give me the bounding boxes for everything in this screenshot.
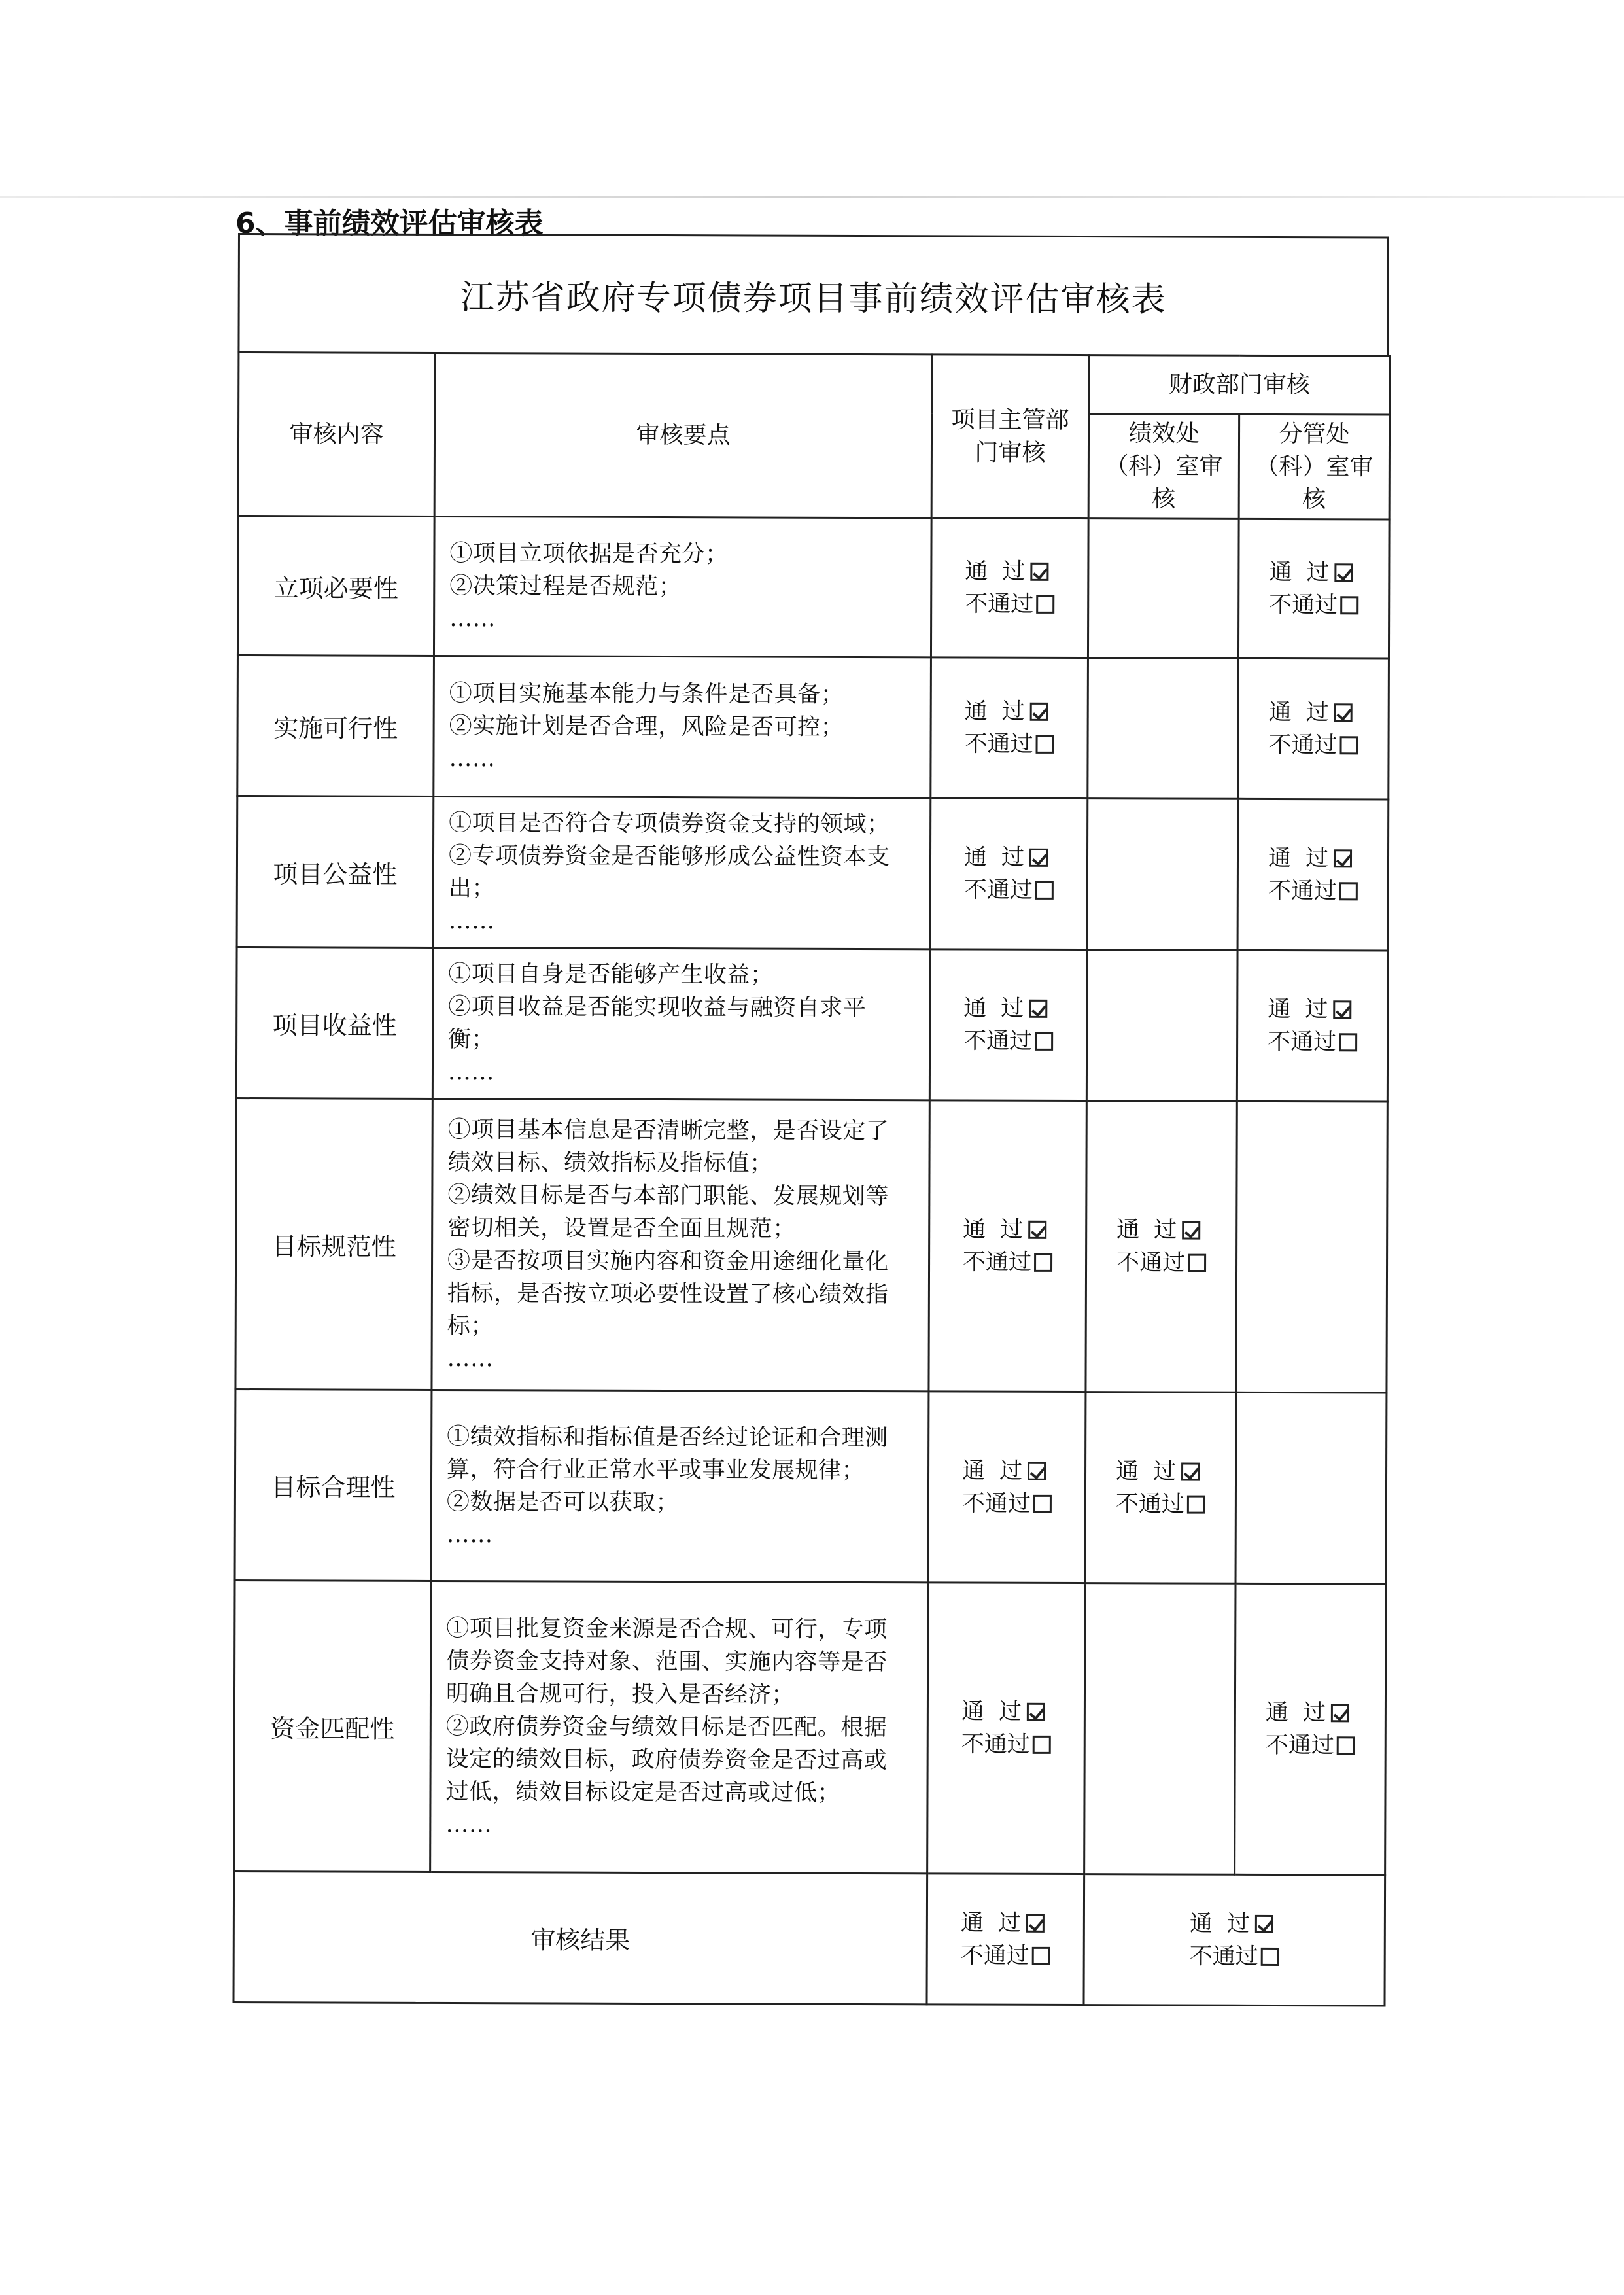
pass-checkbox[interactable] [1181, 1462, 1200, 1480]
review-point: ①项目自身是否能够产生收益； [448, 961, 774, 989]
dept-review-cell [931, 518, 1088, 658]
fail-label: 不通过 [963, 877, 1033, 903]
points-cell [432, 947, 930, 1100]
review-point: 衡； [448, 1026, 495, 1053]
table-row [236, 947, 1388, 1102]
review-point: …… [447, 1346, 494, 1373]
branch-review-cell [1235, 1392, 1387, 1584]
category-cell: 项目公益性 [237, 796, 434, 948]
review-point: ②项目收益是否能实现收益与融资自求平 [448, 994, 867, 1022]
fail-checkbox[interactable] [1033, 1736, 1051, 1754]
points-cell [433, 796, 931, 949]
pass-label: 通过 [1269, 559, 1344, 586]
review-point: 明确且合规可行，投入是否经济； [445, 1681, 795, 1708]
dept-mark [962, 1454, 1052, 1520]
header-finance-review: 财政部门审核 [1089, 355, 1390, 415]
fail-checkbox[interactable] [1340, 736, 1358, 754]
dept-mark [965, 555, 1054, 620]
pass-label: 通过 [1116, 1217, 1192, 1244]
category-cell: 目标合理性 [235, 1389, 432, 1581]
fail-label: 不通过 [964, 731, 1033, 758]
perf-mark [1116, 1455, 1205, 1520]
result-row [233, 1871, 1385, 2006]
fail-label: 不通过 [1268, 731, 1338, 759]
pass-checkbox[interactable] [1030, 703, 1048, 721]
branch-review-cell [1236, 1101, 1387, 1393]
points-cell [432, 1098, 929, 1391]
table-row [234, 1580, 1386, 1875]
review-point: ①项目批复资金来源是否合规、可行，专项 [446, 1615, 888, 1643]
branch-mark [1266, 1696, 1355, 1762]
header-branch-office: 分管处（科）室审核 [1239, 414, 1390, 519]
header-points: 审核要点 [434, 353, 932, 517]
pass-checkbox[interactable] [1030, 563, 1048, 581]
perf-review-cell [1085, 1392, 1236, 1584]
points-cell [434, 656, 931, 797]
fail-checkbox[interactable] [1340, 596, 1358, 614]
review-point: ②实施计划是否合理，风险是否可控； [449, 713, 844, 741]
review-point: 过低，绩效目标设定是否过高或过低； [445, 1779, 841, 1806]
pass-label: 通过 [1268, 845, 1343, 872]
category-cell: 项目收益性 [236, 947, 433, 1098]
fail-checkbox[interactable] [1337, 1736, 1355, 1755]
pass-label: 通过 [961, 1457, 1037, 1484]
branch-mark [1268, 993, 1357, 1059]
pass-label: 通过 [1115, 1458, 1191, 1485]
dept-review-cell [930, 798, 1088, 950]
perf-mark [1116, 1214, 1206, 1279]
fail-label: 不通过 [1265, 1732, 1334, 1759]
fail-checkbox[interactable] [1339, 1033, 1357, 1051]
pass-checkbox[interactable] [1334, 703, 1353, 722]
dept-review-cell [931, 657, 1088, 799]
review-point: ①项目是否符合专项债券资金支持的领域； [449, 810, 890, 838]
table-row [237, 656, 1389, 800]
review-point: 设定的绩效目标，政府债券资金是否过高或 [445, 1746, 888, 1774]
pass-label: 通过 [963, 995, 1039, 1022]
pass-checkbox[interactable] [1255, 1914, 1273, 1933]
fail-label: 不通过 [961, 1731, 1030, 1758]
pass-label: 通过 [964, 698, 1039, 725]
review-point: 债券资金支持对象、范围、实施内容等是否 [446, 1648, 888, 1676]
category-cell: 立项必要性 [237, 516, 434, 656]
branch-mark [1269, 556, 1358, 622]
review-point: …… [445, 1812, 492, 1838]
review-point: ①项目立项依据是否充分； [449, 540, 729, 568]
fail-label: 不通过 [965, 591, 1034, 618]
fail-checkbox[interactable] [1261, 1947, 1279, 1965]
review-point: …… [449, 606, 496, 633]
review-point: ②政府债券资金与绩效目标是否匹配。根据 [445, 1713, 888, 1742]
fail-label: 不通过 [1268, 877, 1337, 905]
pass-checkbox[interactable] [1331, 1704, 1349, 1722]
category-cell: 目标规范性 [235, 1098, 432, 1390]
review-point: 绩效目标、绩效指标及指标值； [447, 1149, 773, 1177]
review-point: 密切相关，设置是否全面且规范； [447, 1215, 796, 1242]
dept-review-cell [929, 949, 1087, 1101]
pass-label: 通过 [963, 1216, 1038, 1243]
category-cell: 资金匹配性 [234, 1580, 431, 1872]
fail-label: 不通过 [1189, 1943, 1258, 1970]
perf-review-cell [1086, 950, 1237, 1102]
branch-mark [1268, 842, 1358, 907]
dept-review-cell [928, 1392, 1086, 1583]
review-point: …… [448, 908, 495, 935]
branch-review-cell [1238, 658, 1389, 799]
section-title: 6、事前绩效评估审核表 [235, 207, 544, 240]
branch-review-cell [1237, 799, 1389, 951]
branch-review-cell [1238, 519, 1389, 659]
table-row [235, 1389, 1387, 1584]
review-point: 指标，是否按立项必要性设置了核心绩效指 [447, 1280, 889, 1308]
result-label: 审核结果 [233, 1871, 927, 2004]
table-row [237, 796, 1389, 951]
review-rows [234, 516, 1390, 1876]
fail-checkbox[interactable] [1035, 881, 1054, 900]
result-mark [961, 1906, 1050, 1972]
branch-review-cell [1237, 950, 1388, 1102]
pass-label: 通过 [963, 844, 1039, 871]
fail-checkbox[interactable] [1033, 1494, 1052, 1513]
perf-review-cell [1084, 1583, 1235, 1875]
header-content: 审核内容 [238, 353, 435, 517]
dept-review-cell [927, 1583, 1085, 1874]
fail-checkbox[interactable] [1187, 1495, 1205, 1513]
category-cell: 实施可行性 [237, 656, 434, 797]
branch-review-cell [1235, 1583, 1386, 1875]
pass-checkbox[interactable] [1028, 1221, 1046, 1239]
pass-checkbox[interactable] [1334, 849, 1352, 867]
scan-artifact-line [0, 196, 1624, 198]
fail-checkbox[interactable] [1339, 882, 1358, 900]
pass-checkbox[interactable] [1334, 563, 1353, 582]
perf-review-cell [1087, 799, 1238, 951]
review-point: …… [449, 746, 496, 773]
dept-mark [961, 1695, 1051, 1761]
review-point: …… [446, 1521, 493, 1548]
points-cell [431, 1390, 929, 1582]
pass-checkbox[interactable] [1026, 1914, 1045, 1932]
review-table [232, 351, 1391, 2007]
fail-checkbox[interactable] [1036, 595, 1054, 614]
review-point: ①项目基本信息是否清晰完整，是否设定了 [447, 1117, 890, 1145]
dept-mark [963, 1213, 1052, 1278]
pass-checkbox[interactable] [1029, 1000, 1047, 1018]
perf-review-cell [1088, 519, 1239, 659]
pass-label: 通过 [961, 1698, 1036, 1725]
points-cell [430, 1581, 928, 1873]
result-mark [1190, 1907, 1279, 1972]
perf-review-cell [1086, 1101, 1237, 1393]
pass-checkbox[interactable] [1182, 1221, 1200, 1240]
pass-label: 通过 [1268, 699, 1343, 726]
dept-review-cell [929, 1100, 1086, 1392]
review-point: 标； [447, 1313, 494, 1340]
fail-checkbox[interactable] [1035, 1032, 1053, 1051]
review-point: ②决策过程是否规范； [449, 573, 682, 601]
pass-label: 通过 [1189, 1910, 1264, 1937]
pass-label: 通过 [965, 558, 1040, 585]
dept-mark [964, 695, 1054, 760]
fail-label: 不通过 [960, 1942, 1029, 1969]
dept-mark [964, 841, 1054, 906]
review-point: ①项目实施基本能力与条件是否具备； [449, 680, 844, 708]
fail-checkbox[interactable] [1188, 1254, 1206, 1272]
review-point: ②绩效目标是否与本部门职能、发展规划等 [447, 1182, 889, 1210]
review-point: ②专项债券资金是否能够形成公益性资本支 [448, 843, 890, 871]
pass-checkbox[interactable] [1028, 1462, 1046, 1480]
pass-label: 通过 [1265, 1699, 1340, 1726]
fail-label: 不通过 [962, 1249, 1032, 1276]
review-form [232, 233, 1389, 2007]
fail-label: 不通过 [963, 1028, 1033, 1055]
fail-checkbox[interactable] [1036, 735, 1054, 754]
header-perf-office: 绩效处（科）室审核 [1088, 414, 1239, 519]
review-point: ①绩效指标和指标值是否经过论证和合理测 [447, 1423, 888, 1451]
pass-checkbox[interactable] [1029, 849, 1048, 867]
review-point: ③是否按项目实施内容和资金用途细化量化 [447, 1248, 889, 1276]
table-row [237, 516, 1389, 659]
dept-mark [963, 992, 1053, 1057]
pass-checkbox[interactable] [1333, 1000, 1351, 1019]
header-dept-review: 项目主管部门审核 [931, 355, 1089, 519]
fail-label: 不通过 [1268, 1028, 1337, 1056]
review-point: 算，符合行业正常水平或事业发展规律； [447, 1456, 865, 1484]
pass-label: 通过 [960, 1909, 1035, 1936]
fail-checkbox[interactable] [1034, 1253, 1052, 1272]
review-point: ②数据是否可以获取； [446, 1488, 679, 1516]
points-cell [434, 516, 931, 657]
fail-label: 不通过 [961, 1490, 1031, 1517]
branch-mark [1268, 696, 1358, 762]
fail-label: 不通过 [1269, 591, 1338, 619]
pass-checkbox[interactable] [1027, 1703, 1045, 1721]
result-dept-cell [927, 1874, 1084, 2005]
review-point: …… [447, 1059, 495, 1086]
table-row [235, 1098, 1387, 1393]
fail-label: 不通过 [1116, 1250, 1186, 1276]
pass-label: 通过 [1268, 996, 1343, 1023]
form-title: 江苏省政府专项债券项目事前绩效评估审核表 [237, 233, 1389, 355]
fail-label: 不通过 [1115, 1490, 1184, 1518]
fail-checkbox[interactable] [1032, 1946, 1050, 1965]
review-point: 出； [448, 875, 495, 902]
perf-review-cell [1088, 658, 1239, 799]
result-finance-cell [1084, 1874, 1385, 2006]
